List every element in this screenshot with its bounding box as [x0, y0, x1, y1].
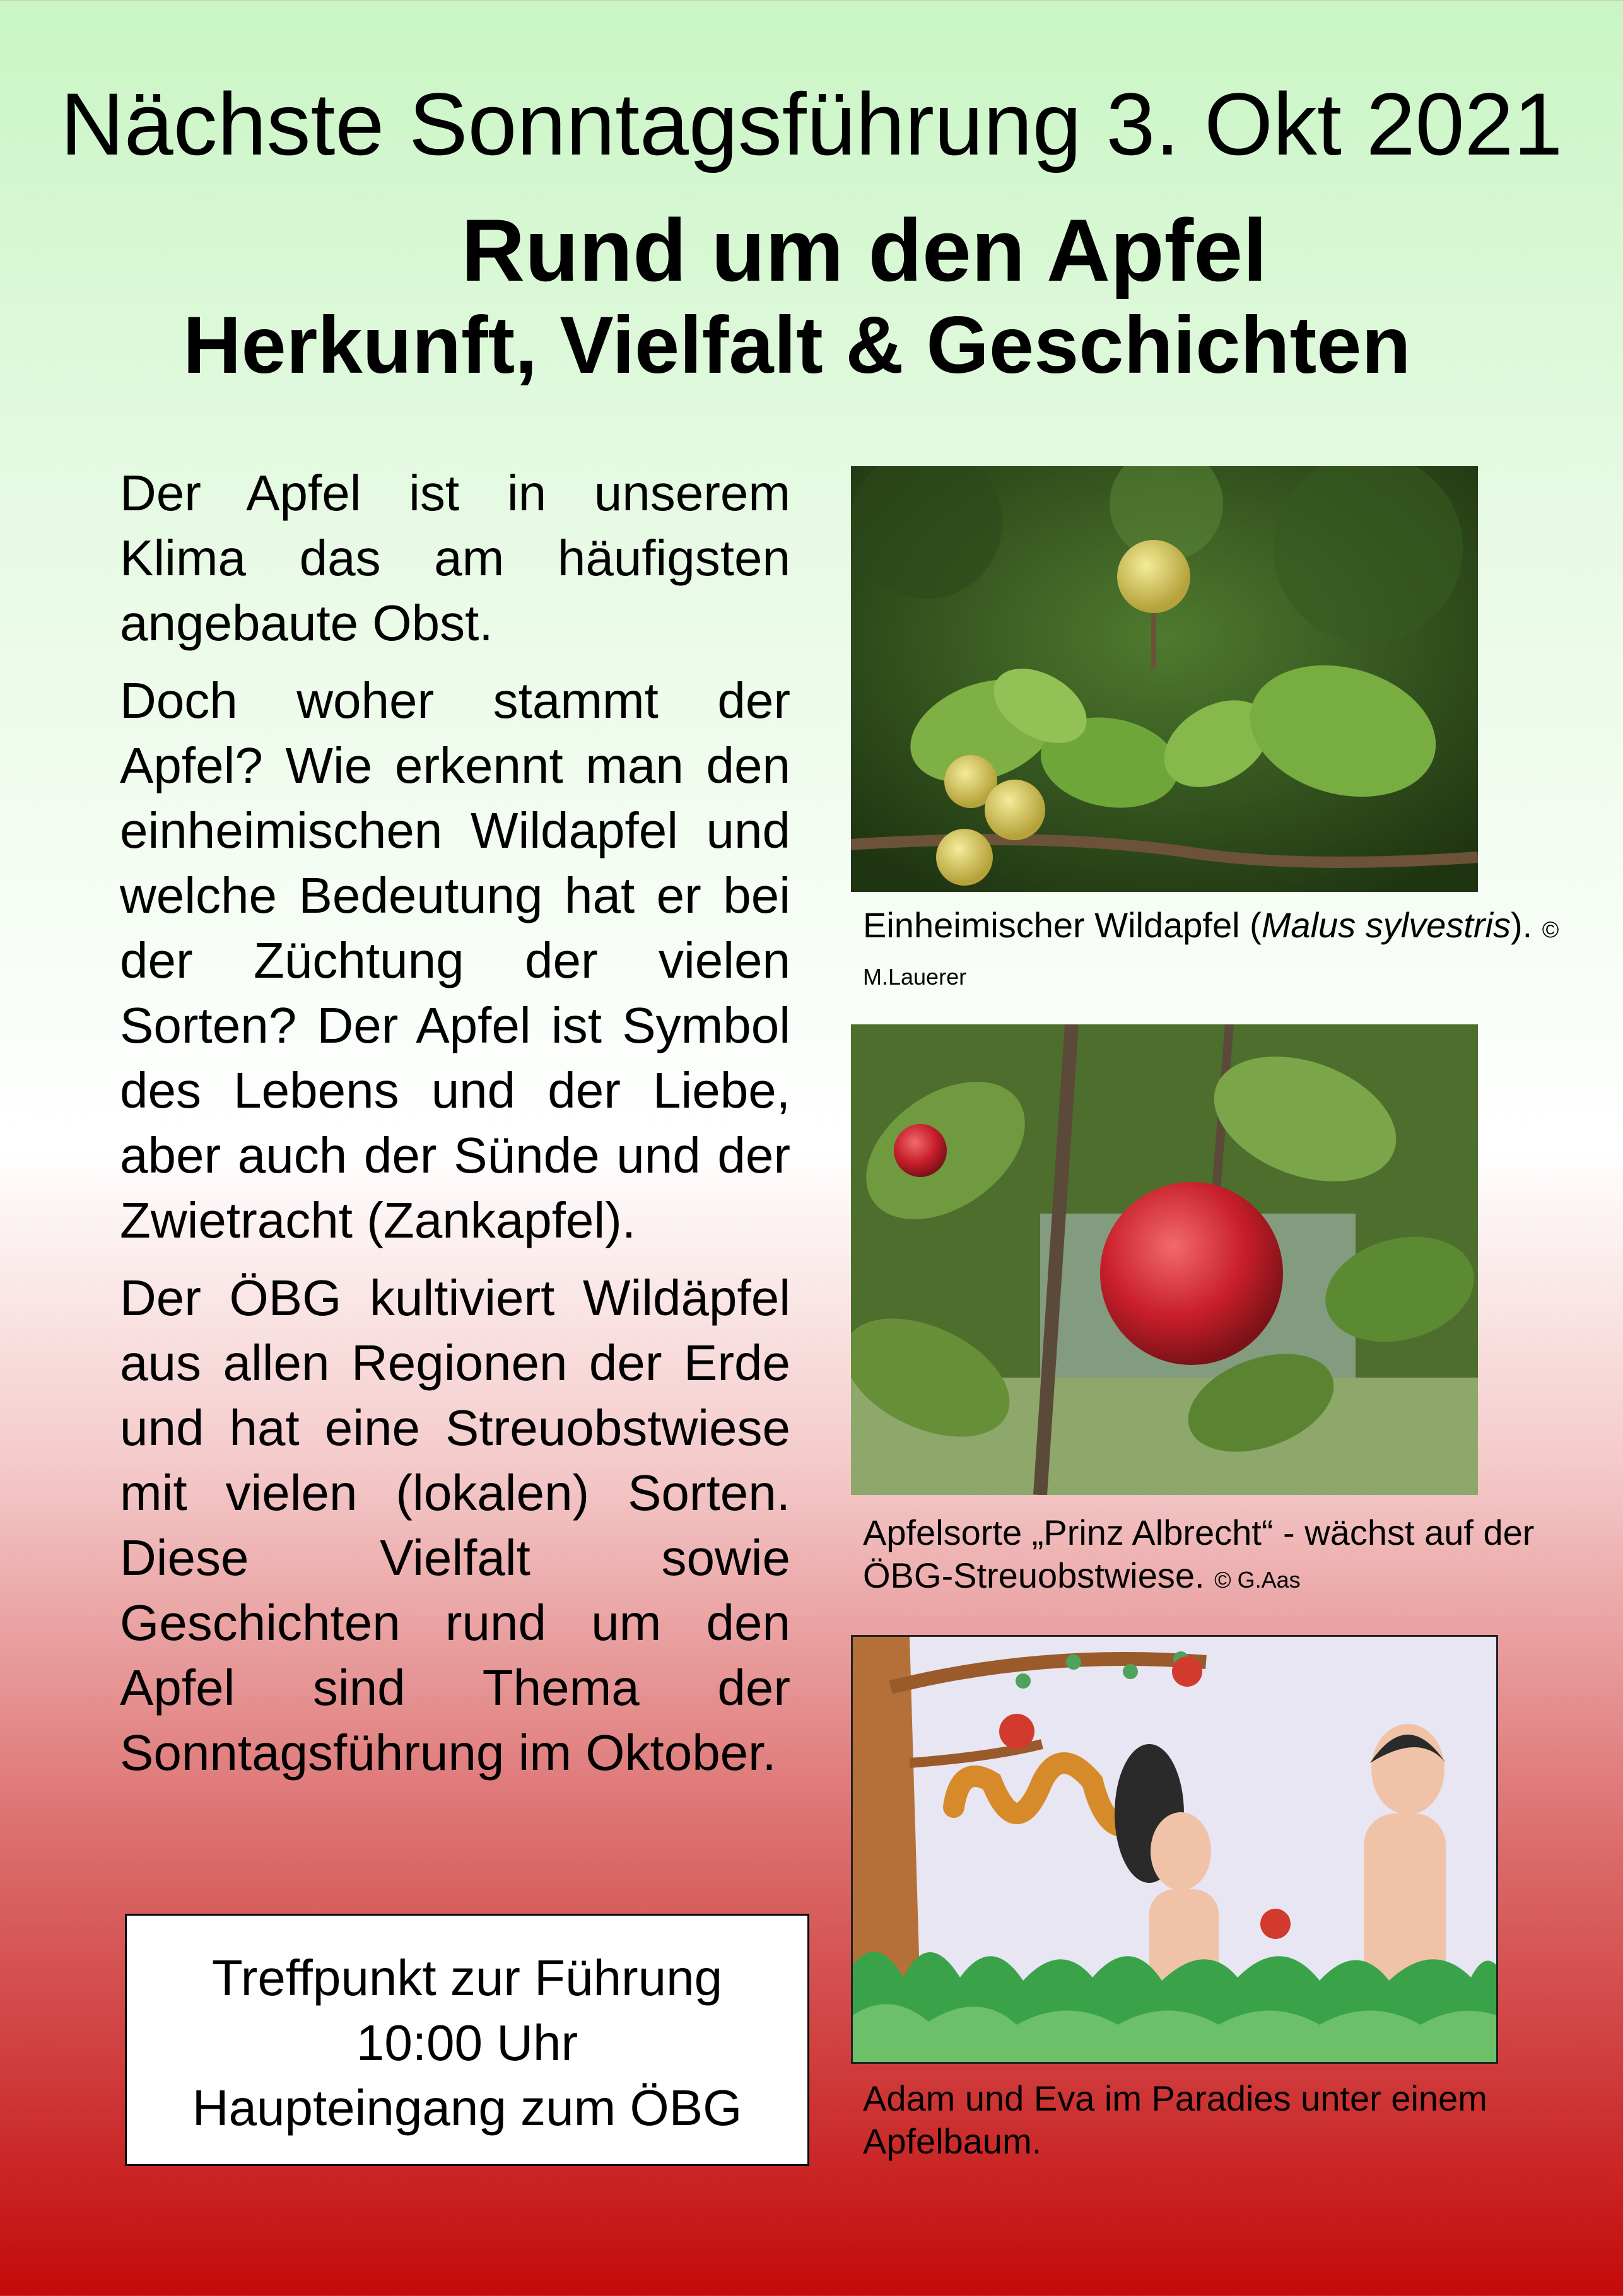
caption-text: Einheimischer Wildapfel (: [863, 905, 1262, 945]
page-heading: Nächste Sonntagsführung 3. Okt 2021: [60, 74, 1563, 173]
latin-name: Malus sylvestris: [1261, 905, 1511, 945]
meeting-location: Haupteingang zum ÖBG: [192, 2080, 742, 2136]
wild-apple-photo: [851, 466, 1478, 892]
paragraph-questions: Doch woher stammt der Apfel? Wie erkennt man den einheimischen Wildapfel und welche Bedeutung hat er bei der Züchtung der vielen Sorten? Der Apfel ist Symbol des Lebens und der Liebe, aber auch der Sünde und der Zwietracht (Zankapfel).: [120, 672, 790, 1248]
page-title: Rund um den Apfel: [460, 201, 1268, 300]
caption-text: Apfelsorte „Prinz Albrecht“ - wächst auf der ÖBG-Streuobstwiese.: [863, 1513, 1535, 1595]
adam-eve-caption: Adam und Eva im Paradies unter einem Apfelbaum.: [863, 2078, 1487, 2161]
wild-apple-caption: [863, 904, 1569, 999]
caption-suffix: ).: [1510, 905, 1533, 945]
prinz-albrecht-photo: [851, 1024, 1478, 1495]
page-subtitle: Herkunft, Vielfalt & Geschichten: [183, 300, 1411, 390]
photo-credit: © G.Aas: [1214, 1567, 1301, 1593]
meeting-label: Treffpunkt zur Führung: [211, 1950, 723, 2006]
prinz-albrecht-caption: [863, 1511, 1607, 1602]
body-text: [120, 460, 790, 1798]
meeting-point-box: [125, 1914, 809, 2166]
adam-eve-drawing: [851, 1635, 1498, 2064]
photo-credit: © M.Lauerer: [863, 917, 1559, 990]
paragraph-garden: Der ÖBG kultiviert Wildäpfel aus allen Regionen der Erde und hat eine Streuobstwiese mit vielen (lokalen) Sorten. Diese Vielfalt sowie Geschichten rund um den Apfel sind Thema der Sonntagsführung im Oktober.: [120, 1270, 790, 1781]
paragraph-intro: Der Apfel ist in unserem Klima das am häufigsten angebaute Obst.: [120, 465, 790, 651]
meeting-time: 10:00 Uhr: [356, 2015, 578, 2071]
